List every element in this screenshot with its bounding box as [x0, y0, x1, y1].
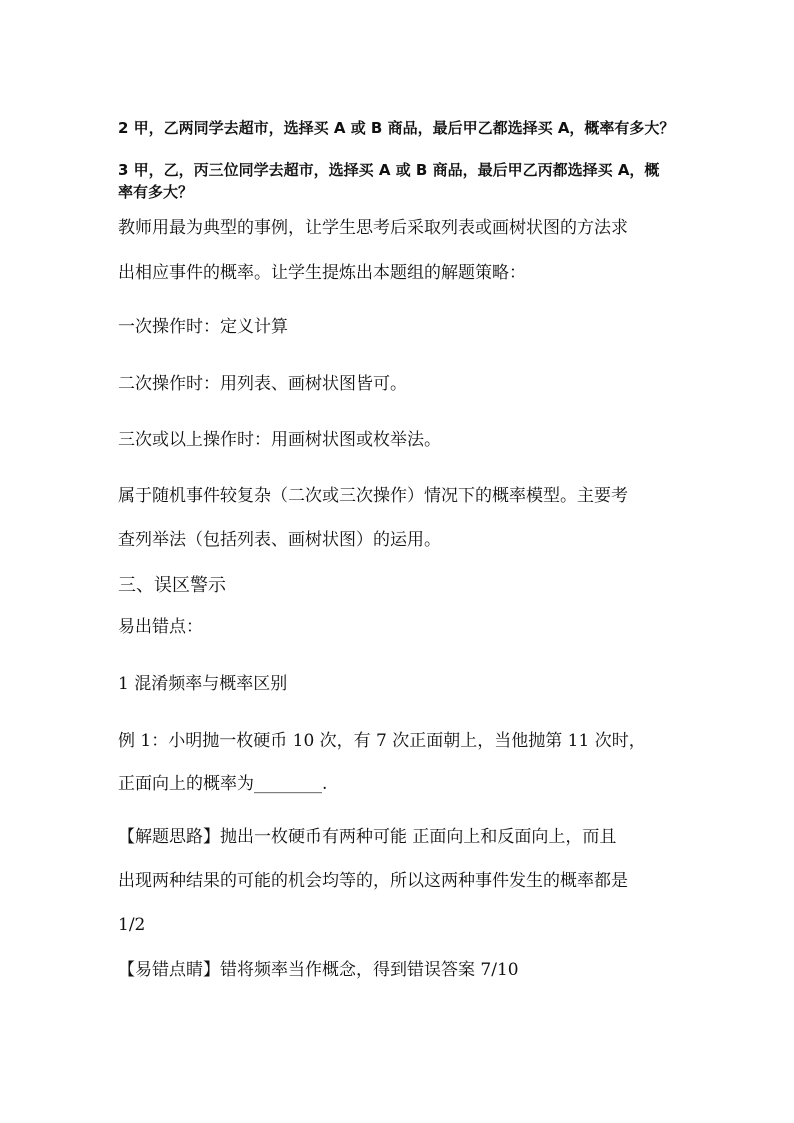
example-line-2: 正面向上的概率为________.: [118, 774, 328, 794]
question-3-line-2: 率有多大？: [118, 183, 194, 201]
section-heading: 三、误区警示: [118, 575, 226, 596]
operation-one: 一次操作时：定义计算: [118, 317, 288, 337]
question-2: 2 甲，乙两同学去超市，选择买 A 或 B 商品，最后甲乙都选择买 A，概率有多大？: [118, 119, 675, 137]
operation-three: 三次或以上操作时：用画树状图或枚举法。: [118, 430, 441, 450]
question-3-line-1: 3 甲，乙，丙三位同学去超市，选择买 A 或 B 商品，最后甲乙丙都选择买 A，概: [118, 161, 660, 179]
teacher-paragraph-line-2: 出相应事件的概率。让学生提炼出本题组的解题策略：: [118, 263, 526, 283]
solution-line-3: 1/2: [118, 915, 146, 935]
operation-two: 二次操作时：用列表、画树状图皆可。: [118, 374, 407, 394]
error-point-1: 1 混淆频率与概率区别: [118, 674, 288, 694]
mistake-note: 【易错点睛】错将频率当作概念，得到错误答案 7/10: [118, 960, 519, 980]
example-line-1: 例 1：小明抛一枚硬币 10 次，有 7 次正面朝上，当他抛第 11 次时，: [118, 731, 646, 751]
section-intro: 易出错点：: [118, 617, 203, 637]
model-paragraph-line-1: 属于随机事件较复杂（二次或三次操作）情况下的概率模型。主要考: [118, 486, 628, 506]
solution-line-2: 出现两种结果的可能的机会均等的，所以这两种事件发生的概率都是: [118, 871, 628, 891]
solution-line-1: 【解题思路】抛出一枚硬币有两种可能 正面向上和反面向上，而且: [118, 827, 617, 847]
teacher-paragraph-line-1: 教师用最为典型的事例，让学生思考后采取列表或画树状图的方法求: [118, 218, 628, 238]
model-paragraph-line-2: 查列举法（包括列表、画树状图）的运用。: [118, 530, 441, 550]
